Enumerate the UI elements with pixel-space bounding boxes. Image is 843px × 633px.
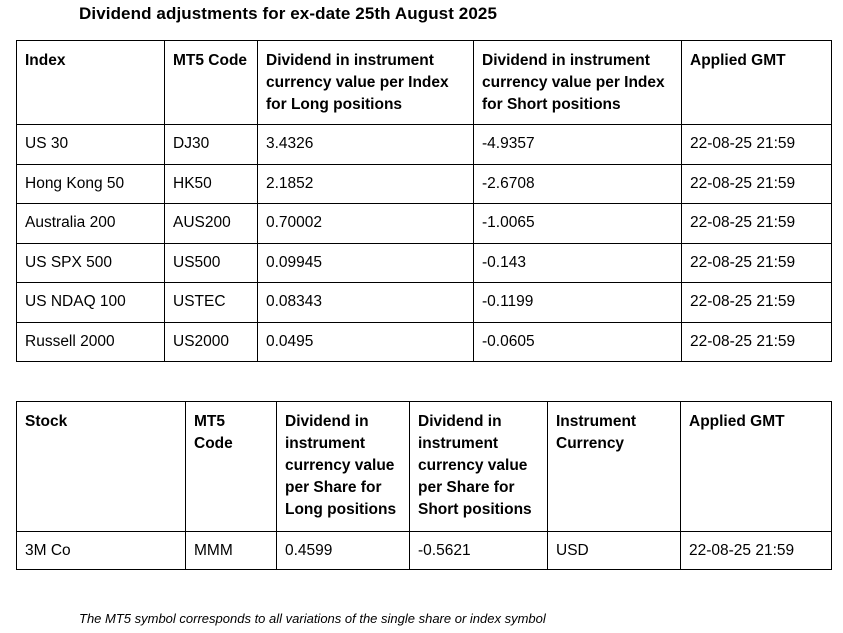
footnote: The MT5 symbol corresponds to all variations of the single share or index symbol <box>79 611 546 626</box>
stock-header-short-dividend: Dividend in instrument currency value per Share for Short positions <box>410 402 548 532</box>
index-name-cell: US 30 <box>17 125 165 165</box>
stock-dividend-table <box>16 401 832 570</box>
mt5-code-cell: HK50 <box>165 164 258 204</box>
mt5-code-cell: US2000 <box>165 322 258 362</box>
long-dividend-cell: 0.70002 <box>258 204 474 244</box>
index-header-mt5-code: MT5 Code <box>165 41 258 125</box>
table-row <box>17 283 832 323</box>
short-dividend-cell: -1.0065 <box>474 204 682 244</box>
short-dividend-cell: -0.143 <box>474 243 682 283</box>
short-dividend-cell: -0.5621 <box>410 532 548 570</box>
stock-header-stock: Stock <box>17 402 186 532</box>
index-header-short-dividend: Dividend in instrument currency value per Index for Short positions <box>474 41 682 125</box>
table-row <box>17 125 832 165</box>
mt5-code-cell: US500 <box>165 243 258 283</box>
table-row <box>17 164 832 204</box>
applied-gmt-cell: 22-08-25 21:59 <box>681 532 832 570</box>
stock-header-applied-gmt: Applied GMT <box>681 402 832 532</box>
long-dividend-cell: 0.0495 <box>258 322 474 362</box>
long-dividend-cell: 0.08343 <box>258 283 474 323</box>
long-dividend-cell: 3.4326 <box>258 125 474 165</box>
applied-gmt-cell: 22-08-25 21:59 <box>682 322 832 362</box>
applied-gmt-cell: 22-08-25 21:59 <box>682 164 832 204</box>
long-dividend-cell: 2.1852 <box>258 164 474 204</box>
applied-gmt-cell: 22-08-25 21:59 <box>682 283 832 323</box>
applied-gmt-cell: 22-08-25 21:59 <box>682 243 832 283</box>
index-name-cell: Russell 2000 <box>17 322 165 362</box>
index-dividend-table <box>16 40 832 362</box>
mt5-code-cell: AUS200 <box>165 204 258 244</box>
short-dividend-cell: -4.9357 <box>474 125 682 165</box>
table-row <box>17 243 832 283</box>
index-header-index: Index <box>17 41 165 125</box>
instrument-currency-cell: USD <box>548 532 681 570</box>
long-dividend-cell: 0.09945 <box>258 243 474 283</box>
stock-header-mt5-code: MT5 Code <box>186 402 277 532</box>
index-name-cell: US NDAQ 100 <box>17 283 165 323</box>
short-dividend-cell: -0.1199 <box>474 283 682 323</box>
index-header-applied-gmt: Applied GMT <box>682 41 832 125</box>
stock-header-long-dividend: Dividend in instrument currency value per Share for Long positions <box>277 402 410 532</box>
index-header-long-dividend: Dividend in instrument currency value per Index for Long positions <box>258 41 474 125</box>
applied-gmt-cell: 22-08-25 21:59 <box>682 204 832 244</box>
applied-gmt-cell: 22-08-25 21:59 <box>682 125 832 165</box>
table-row <box>17 322 832 362</box>
short-dividend-cell: -0.0605 <box>474 322 682 362</box>
index-name-cell: US SPX 500 <box>17 243 165 283</box>
mt5-code-cell: DJ30 <box>165 125 258 165</box>
stock-table-header-row <box>17 402 832 532</box>
long-dividend-cell: 0.4599 <box>277 532 410 570</box>
table-row <box>17 532 832 570</box>
mt5-code-cell: USTEC <box>165 283 258 323</box>
index-name-cell: Australia 200 <box>17 204 165 244</box>
mt5-code-cell: MMM <box>186 532 277 570</box>
short-dividend-cell: -2.6708 <box>474 164 682 204</box>
stock-name-cell: 3M Co <box>17 532 186 570</box>
index-table-header-row <box>17 41 832 125</box>
table-row <box>17 204 832 244</box>
stock-header-instrument-currency: Instrument Currency <box>548 402 681 532</box>
index-name-cell: Hong Kong 50 <box>17 164 165 204</box>
page-title: Dividend adjustments for ex-date 25th August 2025 <box>79 4 498 23</box>
